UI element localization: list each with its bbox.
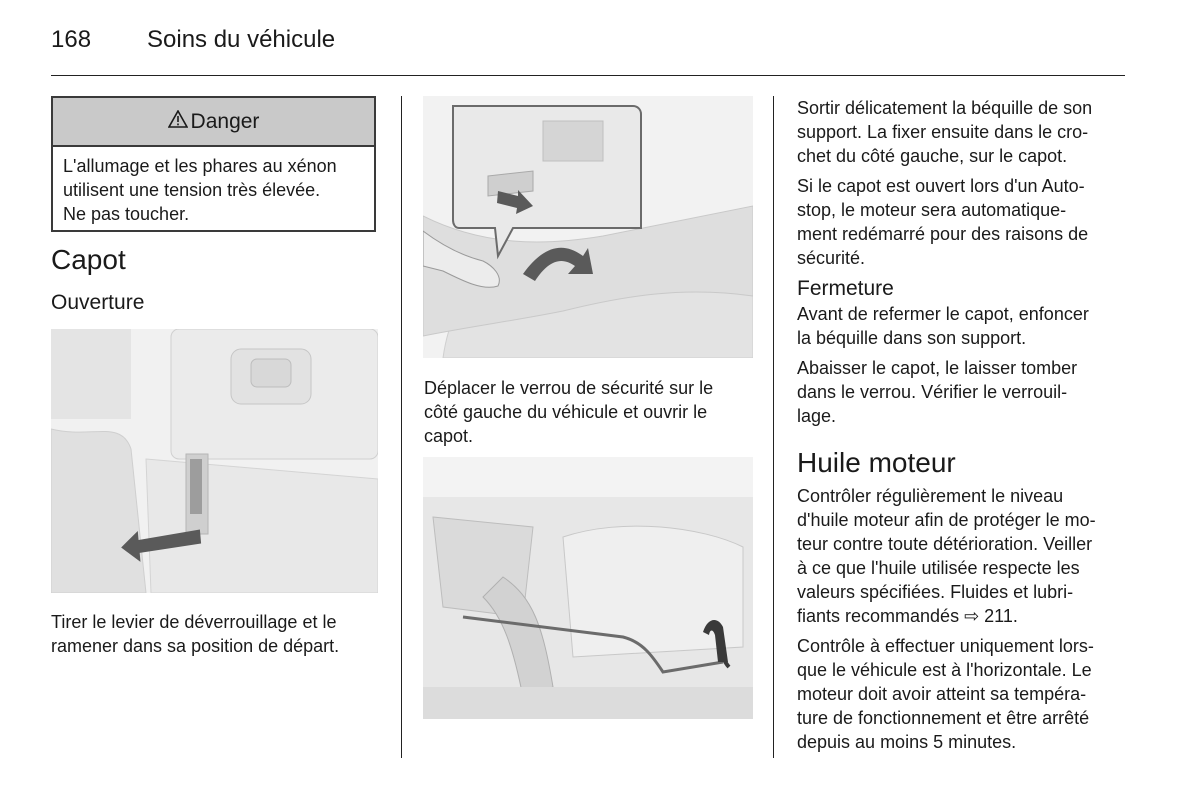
caption-line: Tirer le levier de déverrouillage et le — [51, 612, 337, 632]
column-divider-right — [773, 96, 774, 758]
text-line: chet du côté gauche, sur le capot. — [797, 146, 1068, 166]
text-line: Sortir délicatement la béquille de son — [797, 98, 1093, 118]
text-line: que le véhicule est à l'horizontale. Le — [797, 660, 1092, 680]
paragraph-remove-prop — [797, 96, 1137, 168]
text-line: Contrôle à effectuer uniquement lors- — [797, 636, 1094, 656]
caption-safety-catch — [424, 376, 764, 448]
caption-line: côté gauche du véhicule et ouvrir le — [424, 402, 708, 422]
danger-box — [51, 96, 376, 232]
text-line: valeurs spécifiées. Fluides et lubri- — [797, 582, 1074, 602]
page-number: 168 — [51, 26, 92, 53]
fermeture-subheading: Fermeture — [797, 277, 894, 300]
text-line: Avant de refermer le capot, enfoncer — [797, 304, 1089, 324]
danger-line: L'allumage et les phares au xénon — [63, 156, 337, 176]
danger-line: Ne pas toucher. — [63, 204, 190, 224]
header-rule — [51, 75, 1125, 76]
caption-line: capot. — [424, 426, 474, 446]
danger-text — [53, 147, 374, 226]
danger-header — [53, 98, 374, 147]
oil-text — [797, 484, 1137, 760]
text-line: la béquille dans son support. — [797, 328, 1027, 348]
safety-catch-illustration — [423, 96, 753, 358]
closing-text — [797, 302, 1137, 434]
text-line: ture de fonctionnement et être arrêté — [797, 708, 1090, 728]
caption-line: Déplacer le verrou de sécurité sur le — [424, 378, 714, 398]
text-line: sécurité. — [797, 248, 866, 268]
paragraph-lower-hood — [797, 356, 1137, 428]
column-divider-left — [401, 96, 402, 758]
text-line: Si le capot est ouvert lors d'un Auto- — [797, 176, 1085, 196]
release-lever-illustration — [51, 329, 378, 593]
text-line: Contrôler régulièrement le niveau — [797, 486, 1064, 506]
text-line: moteur doit avoir atteint sa tempéra- — [797, 684, 1087, 704]
text-line: teur contre toute détérioration. Veiller — [797, 534, 1093, 554]
huile-moteur-heading: Huile moteur — [797, 447, 956, 478]
caption-release-lever — [51, 610, 381, 658]
text-line: à ce que l'huile utilisée respecte les — [797, 558, 1080, 578]
paragraph-push-prop — [797, 302, 1137, 350]
paragraph-autostop — [797, 174, 1137, 270]
warning-triangle-icon — [168, 110, 191, 134]
text-line: lage. — [797, 406, 837, 426]
text-line: fiants recommandés ⇨ 211. — [797, 606, 1018, 626]
capot-heading: Capot — [51, 244, 126, 275]
danger-line: utilisent une tension très élevée. — [63, 180, 321, 200]
text-line: ment redémarré pour des raisons de — [797, 224, 1089, 244]
chapter-title: Soins du véhicule — [147, 26, 336, 53]
hood-prop-rod-illustration — [423, 457, 753, 719]
text-line: Abaisser le capot, le laisser tomber — [797, 358, 1078, 378]
text-line: dans le verrou. Vérifier le verrouil- — [797, 382, 1068, 402]
ouverture-subheading: Ouverture — [51, 291, 145, 314]
right-column-text — [797, 96, 1137, 276]
paragraph-check-oil — [797, 484, 1137, 628]
text-line: depuis au moins 5 minutes. — [797, 732, 1017, 752]
danger-title: Danger — [190, 109, 260, 133]
caption-line: ramener dans sa position de départ. — [51, 636, 340, 656]
text-line: d'huile moteur afin de protéger le mo- — [797, 510, 1096, 530]
paragraph-check-conditions — [797, 634, 1137, 754]
text-line: support. La fixer ensuite dans le cro- — [797, 122, 1089, 142]
text-line: stop, le moteur sera automatique- — [797, 200, 1067, 220]
